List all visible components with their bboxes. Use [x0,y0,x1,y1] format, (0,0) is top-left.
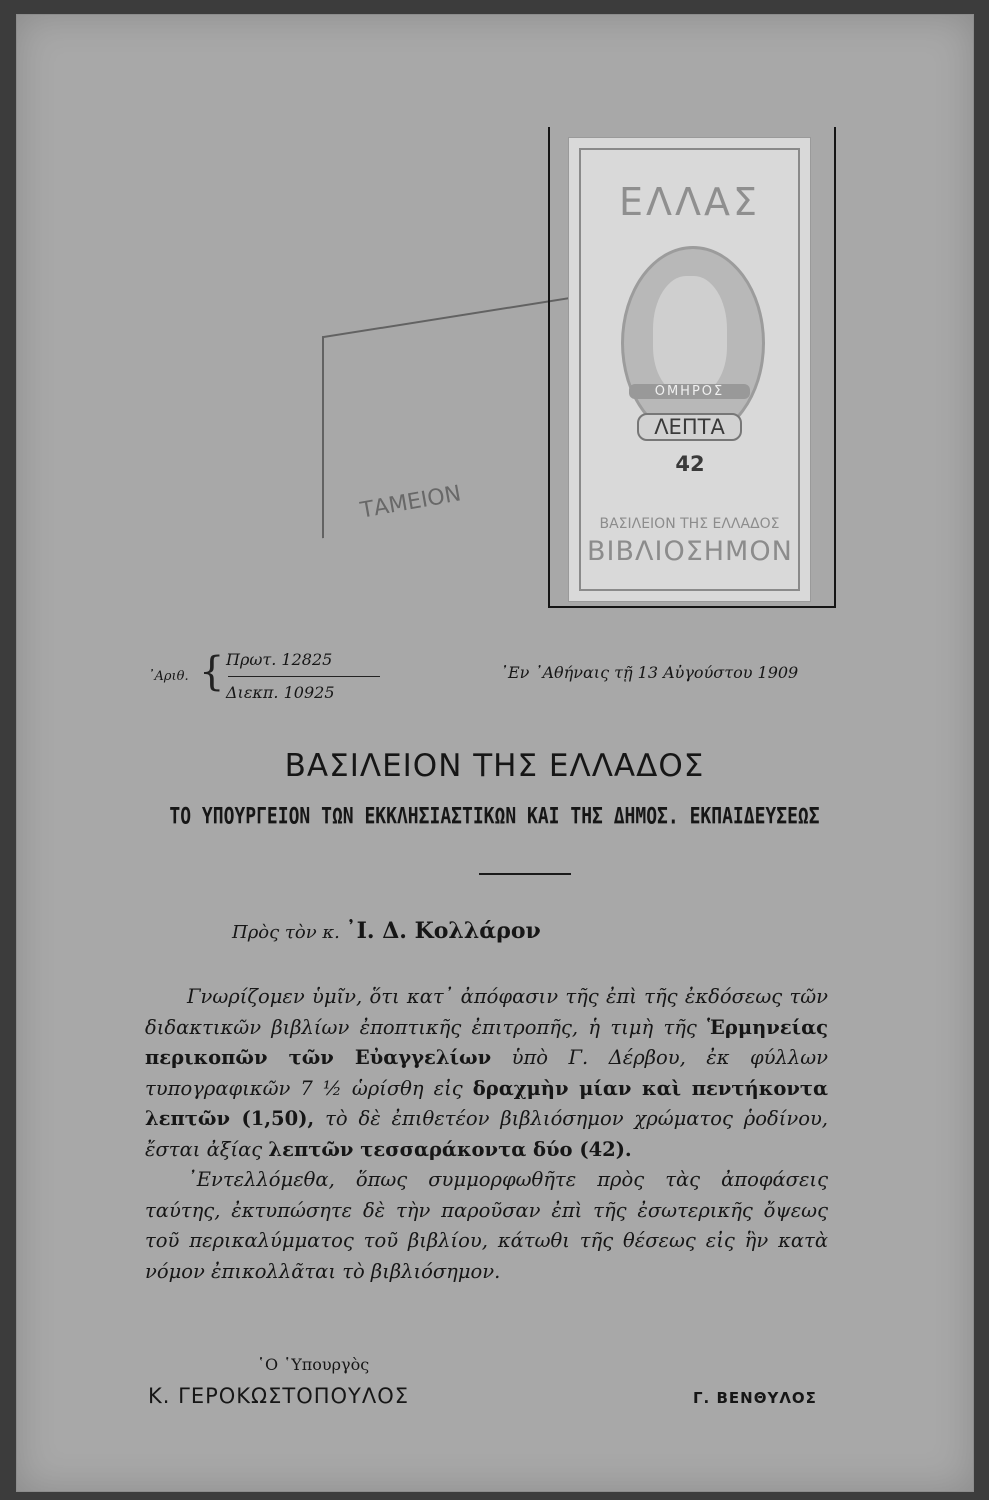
addressee-name: ᾿Ι. Δ. Κολλάρον [345,918,541,944]
stamp-legend-top: ΒΑΣΙΛΕΙΟΝ ΤΗΣ ΕΛΛΑΔΟΣ [599,516,780,532]
body-text: ὑπὸ Γ. Δέρβου, ἐκ φύλλων τυπογραφικῶν 7 ½ ὡρίσθη εἰς [145,1046,828,1100]
body-paragraph-2 [145,1165,828,1287]
stamp-legend-bottom: ΒΙΒΛΙΟΣΗΜΟΝ [587,536,793,567]
heading-divider [479,873,571,875]
stamp-country: ΕΛΛΑΣ [618,180,760,224]
ministry-heading: ΤΟ ΥΠΟΥΡΓΕΙΟΝ ΤΩΝ ΕΚΚΛΗΣΙΑΣΤΙΚΩΝ ΚΑΙ ΤΗΣ ΔΗΜΟΣ. ΕΚΠΑΙΔΕΥΣΕΩΣ [169,803,820,830]
addressee-prefix: Πρὸς τὸν κ. [232,922,346,943]
addressee [232,918,541,944]
second-signatory: Γ. ΒΕΝΘΥΛΟΣ [693,1389,817,1407]
book-title: Ἑρμηνείας περικοπῶν τῶν Εὐαγγελίων [145,1015,828,1069]
homer-bust-icon [653,276,727,394]
stamp-denomination-label: ΛΕΠΤΑ [637,413,742,441]
reference-rule [228,676,380,677]
body-paragraph-1 [145,982,828,1165]
letter-body [145,982,828,1287]
minister-name: Κ. ΓΕΡΟΚΩΣΤΟΠΟΥΛΟΣ [148,1384,410,1408]
reference-label: ᾿Αριθ. [148,669,189,684]
revenue-stamp [568,137,811,602]
stamp-value-text: λεπτῶν τεσσαράκοντα δύο (42). [268,1137,632,1161]
minister-title: ῾Ο ῾Υπουργὸς [257,1355,370,1374]
book-price: δραχμὴν μίαν καὶ πεντήκοντα λεπτῶν (1,50), [145,1076,828,1130]
kingdom-heading: ΒΑΣΙΛΕΙΟΝ ΤΗΣ ΕΛΛΑΔΟΣ [284,748,705,784]
place-and-date: ᾿Εν ᾿Αθήναις τῇ 13 Αὐγούστου 1909 [500,663,799,682]
body-text: τὸ δὲ ἐπιθετέον βιβλιόσημον χρώματος ῥοδίνου, ἔσται ἀξίας [145,1107,829,1161]
stamp-portrait-name: ΟΜΗΡΟΣ [629,384,750,399]
dispatch-number: Διεκπ. 10925 [226,683,335,702]
reference-brace: { [199,649,225,695]
cancellation-text: ΤΑΜΕΙΟΝ [358,481,464,524]
body-text: Γνωρίζομεν ὑμῖν, ὅτι κατ᾿ ἀπόφασιν τῆς ἐπὶ τῆς ἐκδόσεως τῶν διδακτικῶν βιβλίων ἐποπτικῆς ἐπιτροπῆς, ἡ τιμὴ τῆς [145,985,828,1039]
protocol-number: Πρωτ. 12825 [226,650,333,669]
body-text: ᾿Εντελλόμεθα, ὅπως συμμορφωθῆτε πρὸς τὰς ἀποφάσεις ταύτης, ἐκτυπώσητε δὲ τὴν παροῦσαν ἐπὶ τῆς ἐσωτερικῆς ὄψεως τοῦ περικαλύμματος τοῦ βιβλίου, κάτωθι τῆς θέσεως εἰς ἣν κατὰ νόμον ἐπικολλᾶται τὸ βιβλιόσημον. [145,1168,828,1283]
stamp-value: 42 [675,452,705,476]
